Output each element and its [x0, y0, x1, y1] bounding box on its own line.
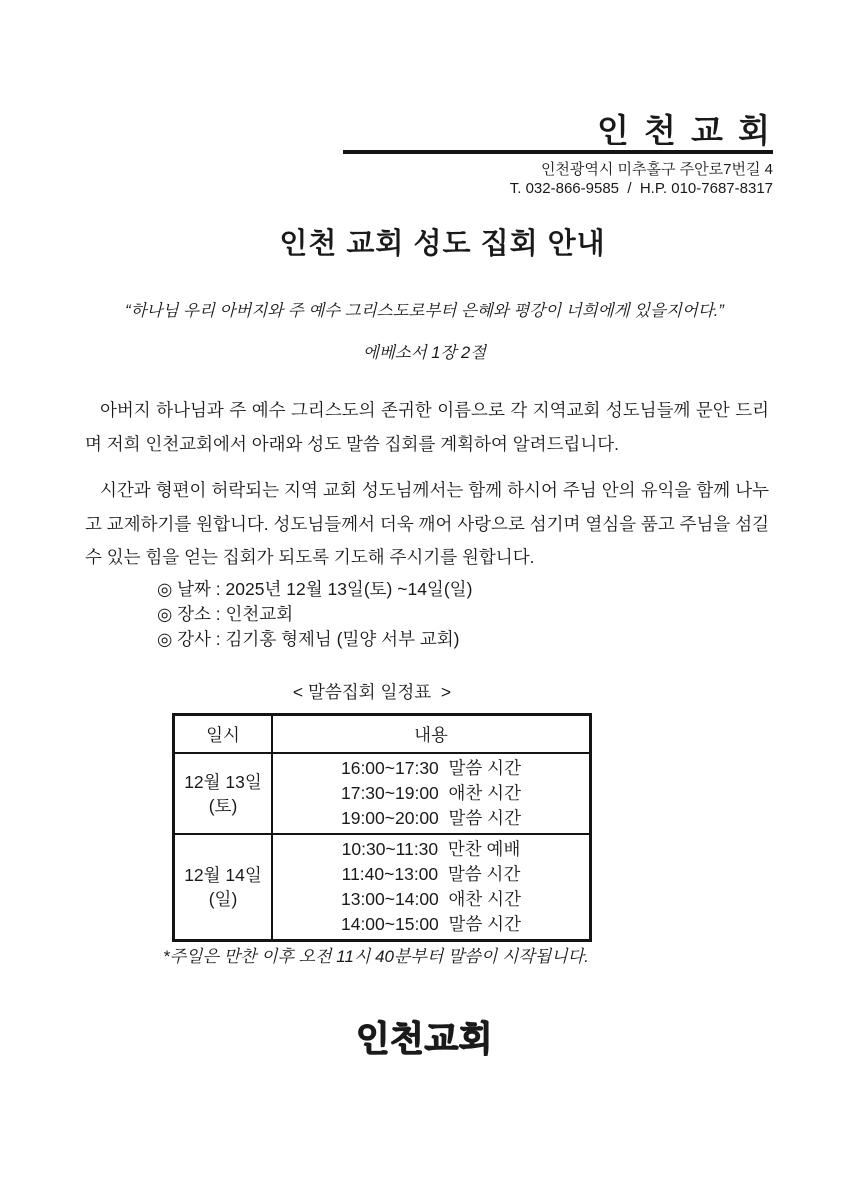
date-text: 12월 13일 — [184, 771, 262, 792]
schedule-footnote: *주일은 만찬 이후 오전 11시 40분부터 말씀이 시작됩니다. — [163, 947, 589, 966]
date-text: 12월 14일 — [184, 865, 262, 885]
footer-church-logo: 인천교회 — [355, 1020, 494, 1059]
schedule-slot: 10:30~11:30 만찬 예배 — [341, 839, 521, 859]
schedule-row-saturday — [174, 753, 591, 834]
date-cell-saturday — [174, 753, 273, 834]
schedule-slot: 11:40~13:00 말씀 시간 — [341, 864, 521, 884]
header-rule — [343, 112, 773, 154]
letterhead — [343, 112, 773, 198]
scripture-reference: 에베소서 1장 2절 — [362, 344, 487, 362]
event-details-list — [157, 577, 472, 652]
schedule-slot: 17:30~19:00 애찬 시간 — [340, 783, 521, 803]
paragraph-invitation: 시간과 형편이 허락되는 지역 교회 성도님께서는 함께 하시어 주님 안의 유익을 함께 나누고 교제하기를 원합니다. 성도님들께서 더욱 깨어 사랑으로 섬기며 열심을 품고 주님을 섬길 수 있는 힘을 얻는 집회가 되도록 기도해 주시기를 원합니다. — [85, 480, 770, 567]
page-title: 인천 교회 성도 집회 안내 — [279, 228, 606, 260]
detail-speaker: ◎ 강사 : 김기홍 형제님 (밀양 서부 교회) — [157, 629, 460, 649]
schedule-header-row — [174, 715, 591, 754]
notice-body — [85, 394, 769, 575]
schedule-slot: 16:00~17:30 말씀 시간 — [340, 758, 521, 778]
column-header-datetime: 일시 — [174, 715, 273, 754]
schedule-slot: 13:00~14:00 애찬 시간 — [340, 889, 521, 909]
date-cell-sunday — [174, 834, 273, 941]
schedule-table — [172, 713, 592, 942]
content-cell-saturday — [272, 753, 591, 834]
detail-date: ◎ 날짜 : 2025년 12월 13일(토) ~14일(일) — [157, 579, 473, 599]
church-phone: T. 032-866-9585 / H.P. 010-7687-8317 — [509, 180, 773, 197]
column-header-content: 내용 — [272, 715, 591, 754]
day-text: (토) — [208, 795, 238, 816]
church-address: 인천광역시 미추홀구 주안로7번길 4 — [540, 161, 773, 178]
schedule-caption: < 말씀집회 일정표 > — [292, 682, 452, 702]
schedule-row-sunday — [174, 834, 591, 941]
schedule-slot: 14:00~15:00 말씀 시간 — [340, 914, 521, 934]
paragraph-greeting: 아버지 하나님과 주 예수 그리스도의 존귀한 이름으로 각 지역교회 성도님들께 문안 드리며 저희 인천교회에서 아래와 성도 말씀 집회를 계획하여 알려드립니다. — [85, 400, 769, 454]
detail-place: ◎ 장소 : 인천교회 — [157, 604, 294, 624]
schedule-slot: 19:00~20:00 말씀 시간 — [340, 808, 521, 828]
content-cell-sunday — [272, 834, 591, 941]
scripture-verse: “하나님 우리 아버지와 주 예수 그리스도로부터 은혜와 평강이 너희에게 있을지어다.” — [125, 302, 724, 320]
church-name-heading: 인 천 교 회 — [596, 112, 773, 149]
day-text: (일) — [208, 889, 238, 909]
